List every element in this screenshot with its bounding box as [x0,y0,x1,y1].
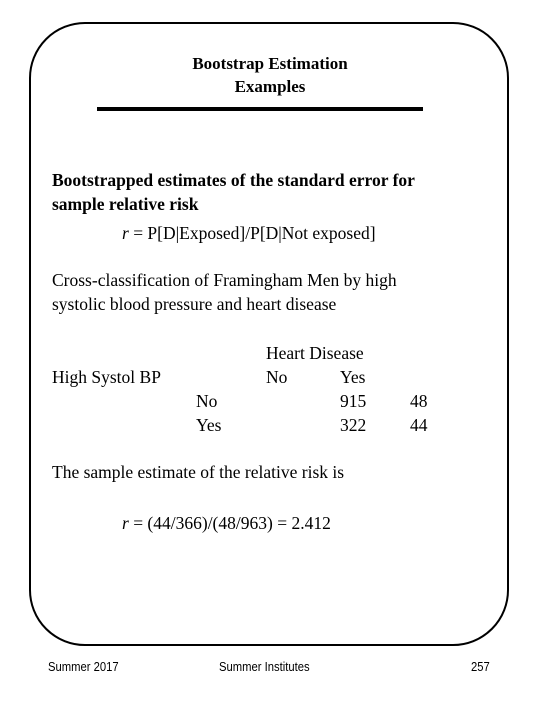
row-label-no: No [196,391,218,411]
formula-expression: = (44/366)/(48/963) = 2.412 [128,513,331,533]
heading-line-1: Bootstrapped estimates of the standard error for [52,170,415,190]
description-line-1: Cross-classification of Framingham Men by high [52,270,397,290]
formula-expression: = P[D|Exposed]/P[D|Not exposed] [128,223,376,243]
table-description [52,268,397,316]
title-underline [97,107,423,111]
table-cell: 44 [410,415,428,435]
table-cell: 322 [340,415,367,435]
footer-title: Summer Institutes [219,660,310,674]
column-group-header: Heart Disease [266,343,364,363]
section-heading [52,168,415,216]
title-line-2: Examples [234,77,306,96]
page-number: 257 [471,660,490,674]
estimate-formula [122,511,331,535]
relative-risk-formula [122,221,376,245]
estimate-text: The sample estimate of the relative risk is [52,462,345,482]
formula-variable: r [122,513,129,533]
footer-date: Summer 2017 [48,660,119,674]
description-line-2: systolic blood pressure and heart disease [52,294,337,314]
title-line-1: Bootstrap Estimation [192,54,348,73]
slide-title [0,52,540,98]
slide-frame [29,22,509,646]
column-header-no: No [266,367,288,387]
table-cell: 48 [410,391,428,411]
row-group-header: High Systol BP [52,367,161,387]
table-cell: 915 [340,391,367,411]
heading-line-2: sample relative risk [52,194,199,214]
row-label-yes: Yes [196,415,222,435]
column-header-yes: Yes [340,367,366,387]
formula-variable: r [122,223,129,243]
